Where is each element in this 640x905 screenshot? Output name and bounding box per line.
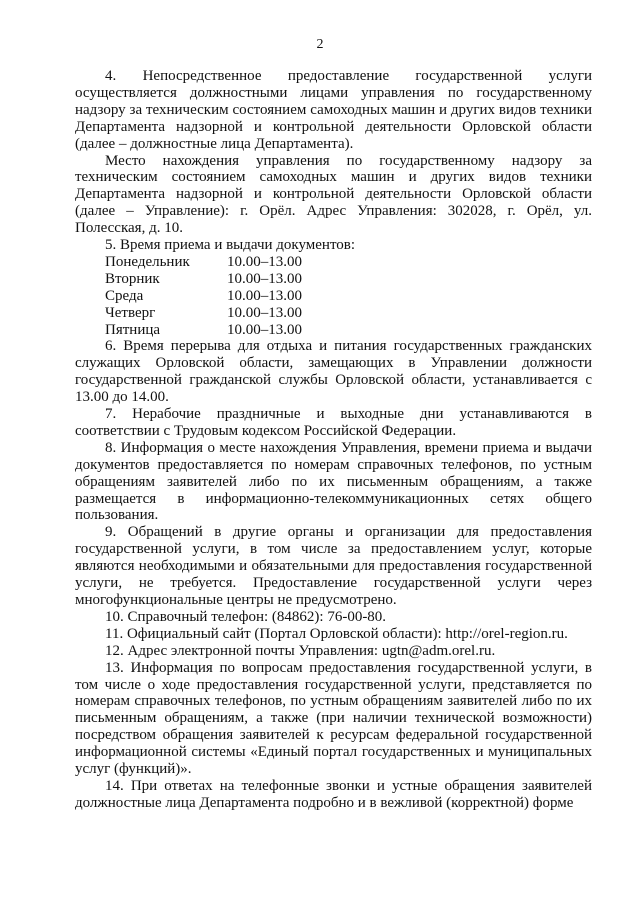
paragraph-location: Место нахождения управления по государственному надзору за техническим состоянием самоходных машин и других видов техники Департамента надзорной и контрольной деятельности Орловской области (далее – Управление): г. Орёл. Адрес Управления: 302028, г. Орёл, ул. Полесская, д. 10. — [75, 152, 592, 237]
schedule-row — [75, 305, 592, 322]
schedule-time: 10.00–13.00 — [227, 287, 302, 304]
schedule-row — [75, 271, 592, 288]
schedule-day: Пятница — [105, 321, 161, 338]
schedule-day: Четверг — [105, 304, 156, 321]
schedule-row — [75, 254, 592, 271]
schedule-day: Вторник — [105, 270, 160, 287]
paragraph-12: 12. Адрес электронной почты Управления: ugtn@adm.orel.ru. — [105, 642, 496, 659]
schedule-row — [75, 288, 592, 305]
schedule-time: 10.00–13.00 — [227, 304, 302, 321]
paragraph-5: 5. Время приема и выдачи документов: — [105, 237, 356, 254]
paragraph-7: 7. Нерабочие праздничные и выходные дни устанавливаются в соответствии с Трудовым кодексом Российской Федерации. — [75, 406, 592, 439]
schedule-row — [75, 322, 592, 339]
paragraph-9: 9. Обращений в другие органы и организации для предоставления государственной услуги, в том числе за предоставлением услуг, которые являются необходимыми и обязательными для предоставления государственной услуги, не требуется. Предоставление государственной услуги через многофункциональные центры не предусмотрено. — [75, 524, 592, 609]
paragraph-13: 13. Информация по вопросам предоставления государственной услуги, в том числе о ходе предоставления государственной услуги, представляется по номерам справочных телефонов, по устным обращениям заявителей либо по их письменным обращениям, а также (при наличии технической возможности) посредством обращения заявителей к ресурсам федеральной государственной информационной системы «Единый портал государственных и муниципальных услуг (функций)». — [75, 659, 592, 778]
schedule-day: Понедельник — [105, 253, 190, 270]
schedule-day: Среда — [105, 287, 144, 304]
paragraph-4: 4. Непосредственное предоставление государственной услуги осуществляется должностными лицами управления по государственному надзору за техническим состоянием самоходных машин и других видов техники Департамента надзорной и контрольной деятельности Орловской области (далее – должностные лица Департамента). — [75, 68, 592, 152]
page-number: 2 — [316, 37, 324, 52]
paragraph-6: 6. Время перерыва для отдыха и питания государственных гражданских служащих Орловской области, замещающих в Управлении должности государственной гражданской службы Орловской области, устанавливается с 13.00 до 14.00. — [75, 338, 592, 406]
schedule-time: 10.00–13.00 — [227, 270, 302, 287]
schedule-time: 10.00–13.00 — [227, 253, 302, 270]
paragraph-10: 10. Справочный телефон: (84862): 76-00-80. — [105, 608, 387, 625]
schedule-table — [75, 254, 592, 338]
paragraph-14: 14. При ответах на телефонные звонки и устные обращения заявителей должностные лица Департамента подробно и в вежливой (корректной) форме — [75, 777, 592, 811]
document-body — [75, 68, 592, 812]
paragraph-11: 11. Официальный сайт (Портал Орловской области): http://orel-region.ru. — [105, 625, 568, 642]
paragraph-8: 8. Информация о месте нахождения Управления, времени приема и выдачи документов предоставляется по номерам справочных телефонов, по устным обращениям заявителей либо по их письменным обращениям, а также размещается в информационно-телекоммуникационных сетях общего пользования. — [75, 439, 592, 524]
schedule-time: 10.00–13.00 — [227, 321, 302, 338]
